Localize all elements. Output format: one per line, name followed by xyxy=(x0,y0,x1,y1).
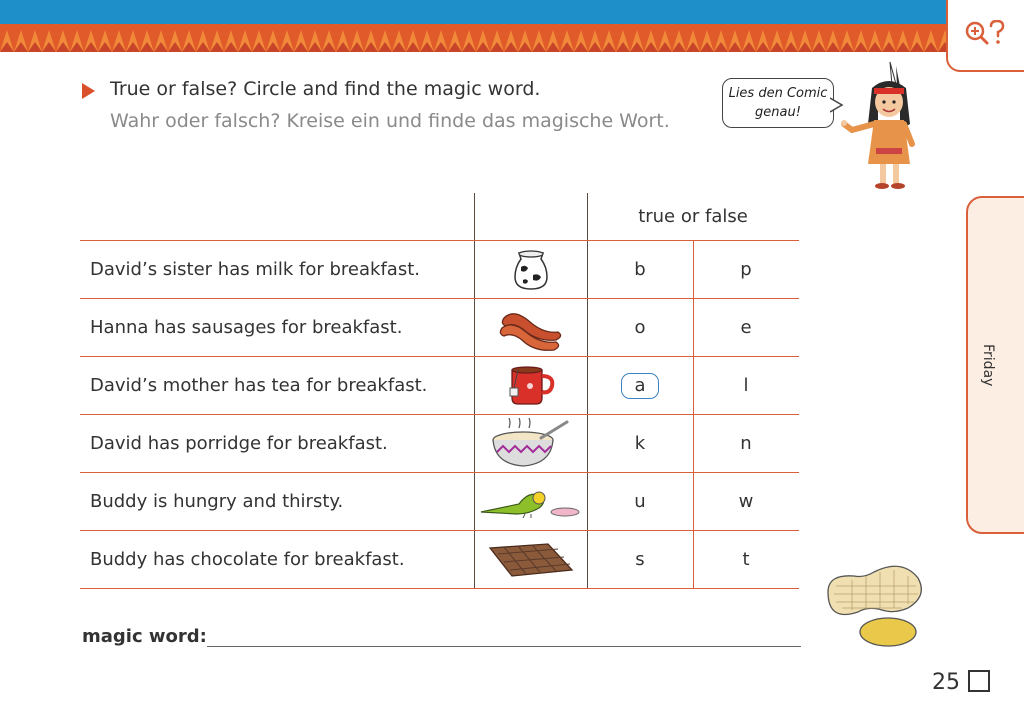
statement: Buddy is hungry and thirsty. xyxy=(80,473,474,531)
table-row xyxy=(80,241,799,299)
circled-answer[interactable]: a xyxy=(621,373,658,399)
zoom-help-icon[interactable] xyxy=(964,20,1010,50)
speech-bubble-line1: Lies den Comic xyxy=(728,86,828,101)
side-tab-label: Friday xyxy=(980,344,996,387)
table-row xyxy=(80,357,799,415)
side-tab-friday[interactable] xyxy=(966,196,1024,534)
table-row xyxy=(80,299,799,357)
chocolate-bar-icon xyxy=(486,540,576,580)
peanut-illustration xyxy=(822,562,928,652)
native-girl-character-illustration xyxy=(838,58,938,193)
answer-true[interactable]: b xyxy=(587,241,693,299)
tea-mug-icon xyxy=(504,364,558,408)
table-row xyxy=(80,415,799,473)
instruction-english: True or false? Circle and find the magic word. xyxy=(110,78,541,100)
speech-bubble-line2: genau! xyxy=(755,105,801,120)
true-or-false-header: true or false xyxy=(587,193,799,241)
answer-false[interactable]: w xyxy=(693,473,799,531)
answer-true[interactable] xyxy=(587,357,693,415)
porridge-bowl-icon xyxy=(489,418,573,470)
true-false-table xyxy=(80,193,799,589)
speech-bubble xyxy=(722,78,834,128)
answer-true[interactable]: k xyxy=(587,415,693,473)
statement: David’s sister has milk for breakfast. xyxy=(80,241,474,299)
page-number: 25 xyxy=(932,670,960,695)
budgie-icon xyxy=(479,486,583,518)
magic-word-label: magic word: xyxy=(82,626,207,647)
milk-jug-icon xyxy=(511,247,551,293)
sausages-icon xyxy=(498,304,564,352)
answer-false[interactable]: n xyxy=(693,415,799,473)
help-tab[interactable] xyxy=(946,0,1024,72)
answer-true[interactable]: u xyxy=(587,473,693,531)
statement: Buddy has chocolate for breakfast. xyxy=(80,531,474,589)
answer-false[interactable]: t xyxy=(693,531,799,589)
table-row xyxy=(80,473,799,531)
table-header-row xyxy=(80,193,799,241)
statement: David has porridge for breakfast. xyxy=(80,415,474,473)
answer-false[interactable]: p xyxy=(693,241,799,299)
page-checkbox[interactable] xyxy=(968,670,990,692)
answer-true[interactable]: s xyxy=(587,531,693,589)
answer-true[interactable]: o xyxy=(587,299,693,357)
answer-false[interactable]: l xyxy=(693,357,799,415)
top-decorative-band xyxy=(0,0,950,52)
statement: David’s mother has tea for breakfast. xyxy=(80,357,474,415)
instruction-german: Wahr oder falsch? Kreise ein und finde das magische Wort. xyxy=(110,110,670,132)
bullet-arrow-icon xyxy=(82,83,95,99)
table-row xyxy=(80,531,799,589)
magic-word-input-line[interactable] xyxy=(207,646,801,647)
statement: Hanna has sausages for breakfast. xyxy=(80,299,474,357)
answer-false[interactable]: e xyxy=(693,299,799,357)
